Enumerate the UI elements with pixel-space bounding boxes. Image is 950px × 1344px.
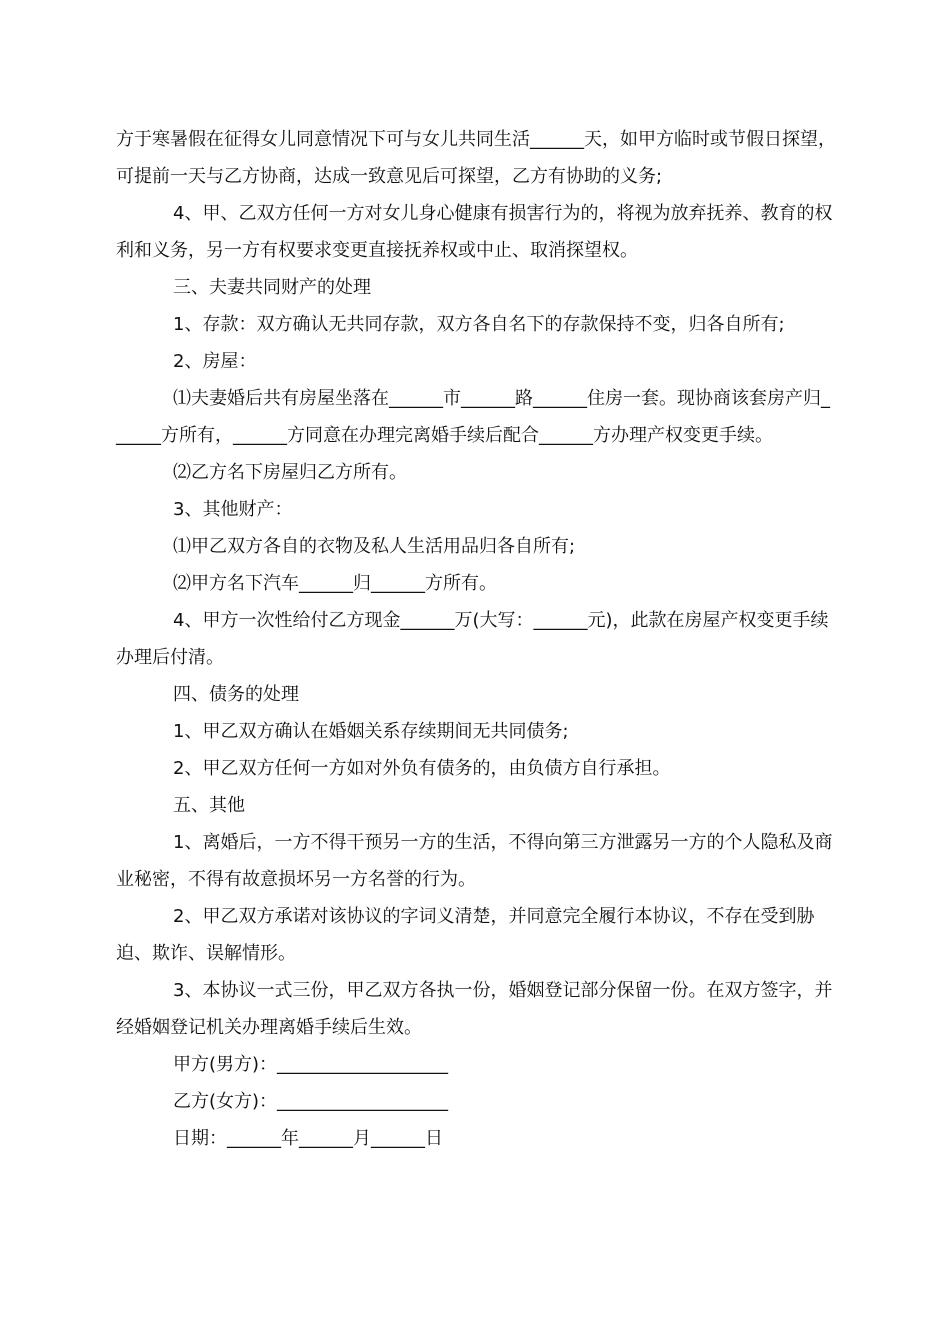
joint-house-clause: ⑴夫妻婚后共有房屋坐落在______市______路______住房一套。现协商该套房产归______方所有，______方同意在办理完离婚手续后配合______方办理产权变更手续。 [116, 388, 830, 446]
wife-signature-line: 乙方(女方)：___________________ [173, 1091, 449, 1112]
custody-visitation-clause: 方于寒暑假在征得女儿同意情况下可与女儿共同生活______天，如甲方临时或节假日探望，可提前一天与乙方协商，达成一致意见后可探望，乙方有协助的义务; [116, 129, 836, 187]
understanding-clause: 2、甲乙双方承诺对该协议的字词义清楚，并同意完全履行本协议，不存在受到胁迫、欺诈、误解情形。 [116, 906, 815, 964]
car-clause: ⑵甲方名下汽车______归______方所有。 [173, 573, 497, 594]
section-heading-other: 五、其他 [173, 795, 245, 816]
other-property-heading: 3、其他财产： [173, 499, 293, 520]
section-heading-debts: 四、债务的处理 [173, 684, 299, 705]
section-heading-property: 三、夫妻共同财产的处理 [173, 277, 371, 298]
copies-effective-clause: 3、本协议一式三份，甲乙双方各执一份，婚姻登记部分保留一份。在双方签字，并经婚姻登记机关办理离婚手续后生效。 [116, 980, 833, 1038]
husband-signature-line: 甲方(男方)：___________________ [173, 1054, 449, 1075]
personal-items-clause: ⑴甲乙双方各自的衣物及私人生活用品归各自所有; [173, 536, 576, 557]
deposit-clause: 1、存款：双方确认无共同存款，双方各自名下的存款保持不变，归各自所有; [173, 314, 785, 335]
cash-payment-clause: 4、甲方一次性给付乙方现金______万(大写：______元)，此款在房屋产权变更手续办理后付清。 [116, 610, 829, 668]
wife-house-clause: ⑵乙方名下房屋归乙方所有。 [173, 462, 407, 483]
date-line: 日期：______年______月______日 [173, 1128, 443, 1149]
agreement-body [116, 121, 836, 1157]
privacy-clause: 1、离婚后，一方不得干预另一方的生活，不得向第三方泄露另一方的个人隐私及商业秘密，不得有故意损坏另一方名誉的行为。 [116, 832, 833, 890]
no-joint-debt-clause: 1、甲乙双方确认在婚姻关系存续期间无共同债务; [173, 721, 569, 742]
custody-forfeit-clause: 4、甲、乙双方任何一方对女儿身心健康有损害行为的，将视为放弃抚养、教育的权利和义务，另一方有权要求变更直接抚养权或中止、取消探望权。 [116, 203, 833, 261]
house-heading: 2、房屋： [173, 351, 257, 372]
individual-debt-clause: 2、甲乙双方任何一方如对外负有债务的，由负债方自行承担。 [173, 758, 671, 779]
